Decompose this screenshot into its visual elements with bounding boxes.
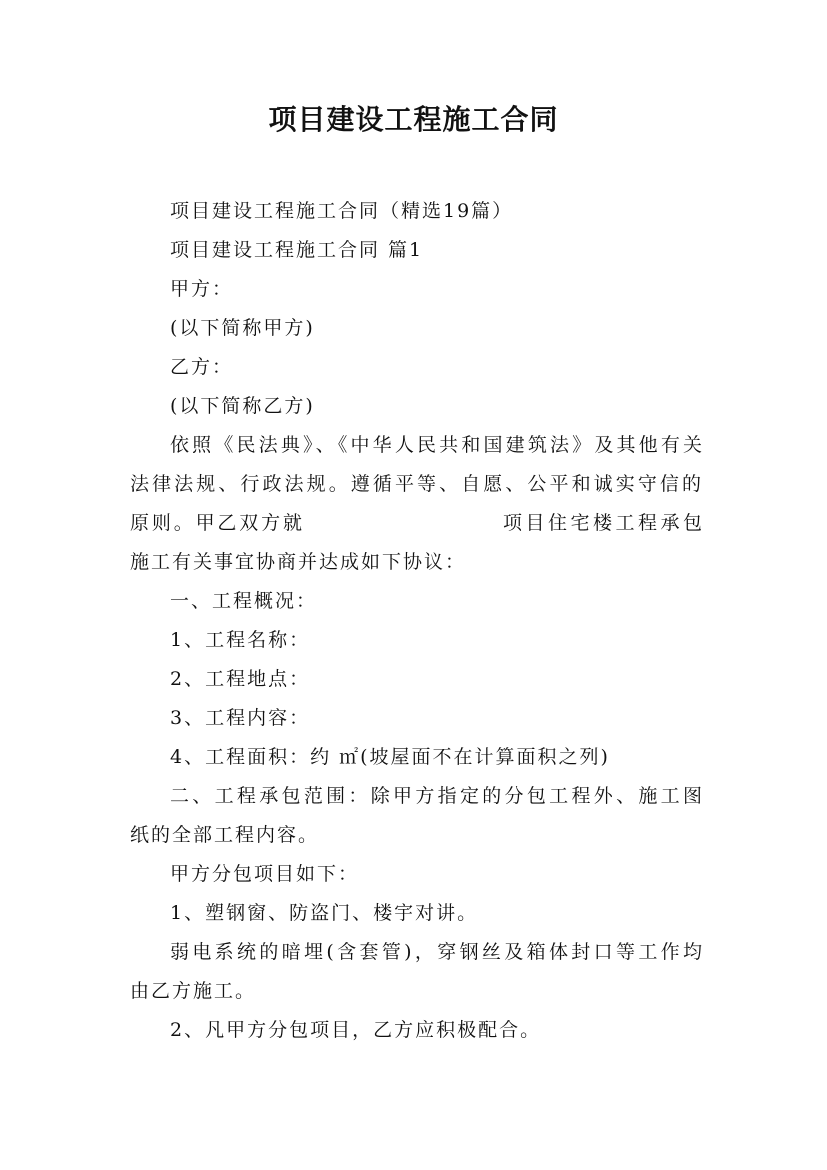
document-title: 项目建设工程施工合同	[268, 103, 559, 136]
list-item: 1、塑钢窗、防盗门、楼宇对讲。	[170, 902, 479, 924]
paragraph-line: 施工有关事宜协商并达成如下协议：	[130, 551, 467, 573]
section-heading: 项目建设工程施工合同 篇1	[170, 239, 424, 261]
list-item: 2、工程地点：	[170, 668, 311, 690]
list-item: 2、凡甲方分包项目，乙方应积极配合。	[170, 1019, 542, 1041]
list-heading: 一、工程概况：	[170, 590, 318, 612]
party-b-note: (以下简称乙方)	[170, 395, 315, 417]
list-item: 3、工程内容：	[170, 707, 311, 729]
list-item: 4、工程面积：约 ㎡(坡屋面不在计算面积之列)	[170, 746, 610, 768]
list-heading: 甲方分包项目如下：	[170, 863, 360, 885]
party-a-note: (以下简称甲方)	[170, 317, 315, 339]
list-item: 1、工程名称：	[170, 629, 311, 651]
party-a-label: 甲方：	[170, 278, 234, 300]
paragraph-line: 项目住宅楼工程承包	[503, 512, 702, 534]
paragraph-line: 由乙方施工。	[130, 980, 257, 1002]
party-b-label: 乙方：	[170, 356, 234, 378]
subtitle-line: 项目建设工程施工合同（精选19篇）	[170, 200, 514, 222]
paragraph-line: 法律法规、行政法规。遵循平等、自愿、公平和诚实守信的	[130, 473, 702, 495]
paragraph-line: 原则。甲乙双方就	[130, 512, 302, 534]
paragraph-line: 二、工程承包范围：除甲方指定的分包工程外、施工图	[170, 785, 702, 807]
paragraph-line: 依照《民法典》、《中华人民共和国建筑法》及其他有关	[170, 434, 702, 456]
paragraph-line: 纸的全部工程内容。	[130, 824, 320, 846]
paragraph-line: 弱电系统的暗埋(含套管)，穿钢丝及箱体封口等工作均	[170, 941, 702, 963]
